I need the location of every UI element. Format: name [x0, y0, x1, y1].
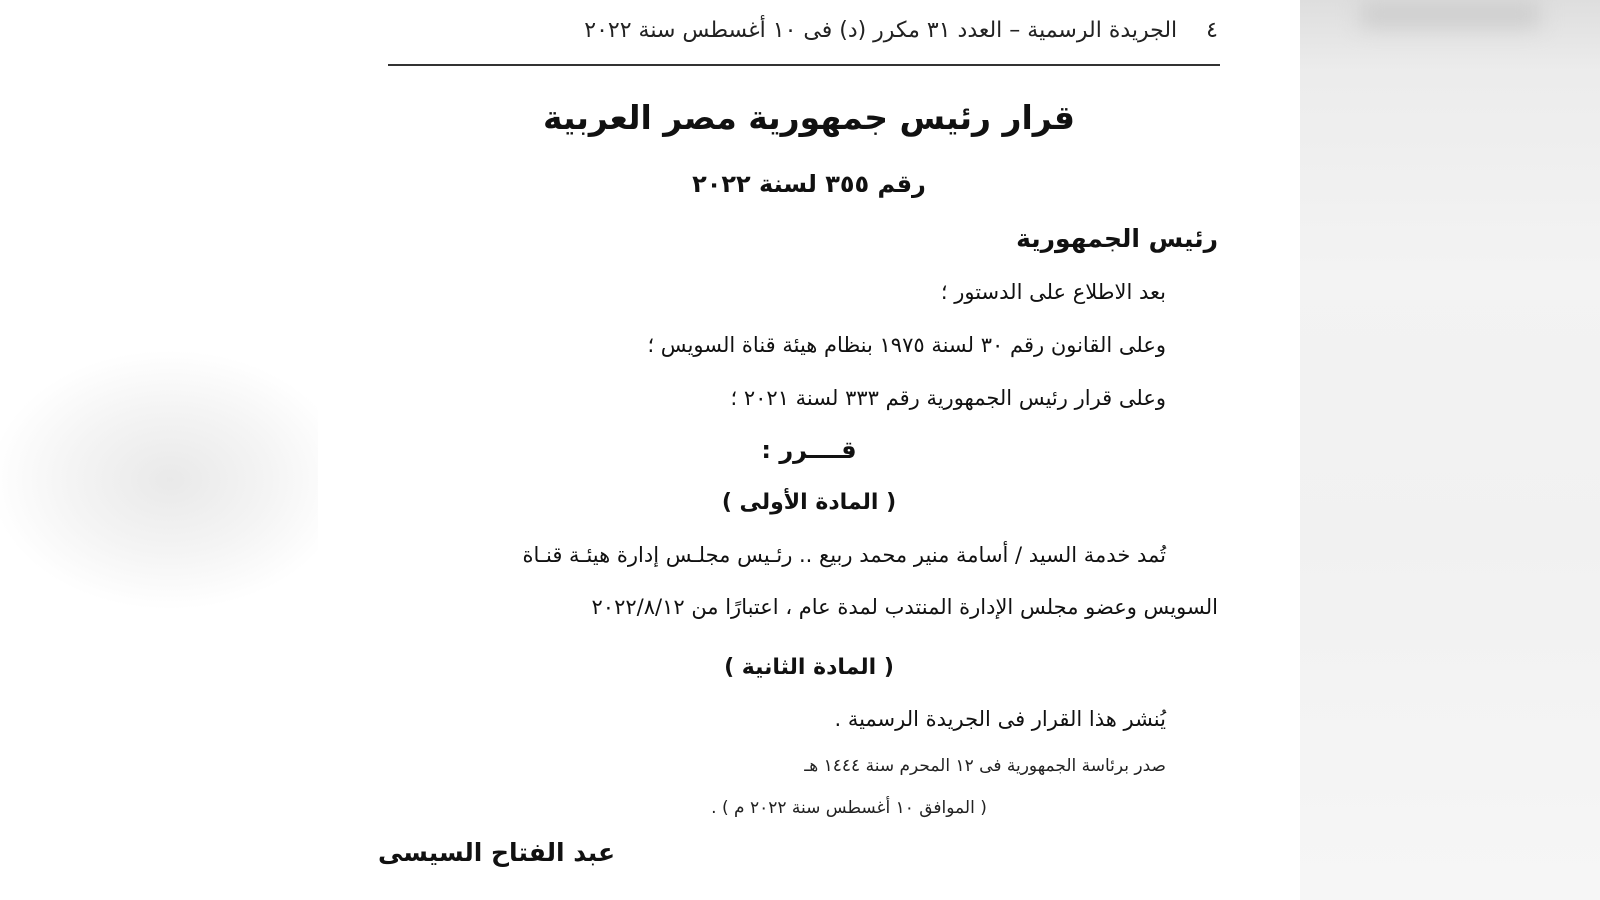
- article-1-heading: ( المادة الأولى ): [721, 490, 897, 515]
- article-2-text: يُنشر هذا القرار فى الجريدة الرسمية .: [834, 707, 1166, 731]
- decree-title: قرار رئيس جمهورية مصر العربية: [543, 98, 1075, 137]
- page-header: [584, 18, 1218, 43]
- gazette-issue-line: الجريدة الرسمية – العدد ٣١ مكرر (د) فى ١٠ أغسطس سنة ٢٠٢٢: [584, 18, 1178, 43]
- preamble-line: وعلى القانون رقم ٣٠ لسنة ١٩٧٥ بنظام هيئة قناة السويس ؛: [647, 333, 1166, 357]
- preamble-line: بعد الاطلاع على الدستور ؛: [940, 280, 1166, 304]
- issue-date-hijri: صدر برئاسة الجمهورية فى ١٢ المحرم سنة ١٤٤٤ هـ: [804, 756, 1166, 776]
- blurred-background-right: [1300, 0, 1600, 900]
- decree-issuer: رئيس الجمهورية: [1016, 224, 1218, 253]
- article-1-line: السويس وعضو مجلس الإدارة المنتدب لمدة عام ، اعتبارًا من ٢٠٢٢/٨/١٢: [591, 595, 1218, 619]
- preamble-line: وعلى قرار رئيس الجمهورية رقم ٣٣٣ لسنة ٢٠٢١ ؛: [730, 386, 1166, 410]
- issue-date-gregorian-text: ( الموافق ١٠ أغسطس سنة ٢٠٢٢ م ) .: [711, 798, 987, 818]
- issue-date-gregorian: [318, 798, 1300, 818]
- header-divider: [388, 64, 1220, 66]
- article-1-line: تُمد خدمة السيد / أسامة منير محمد ربيع .. رئـيس مجلـس إدارة هيئـة قنـاة: [522, 543, 1166, 567]
- decided-heading: قــــرر :: [761, 436, 857, 464]
- article-2-heading: ( المادة الثانية ): [724, 655, 894, 680]
- blurred-background-left: [0, 0, 318, 900]
- page-number: ٤: [1206, 18, 1218, 43]
- gazette-page: [318, 0, 1300, 900]
- signature-name: عبد الفتاح السيسى: [378, 838, 616, 867]
- decree-number: رقم ٣٥٥ لسنة ٢٠٢٢: [692, 170, 926, 198]
